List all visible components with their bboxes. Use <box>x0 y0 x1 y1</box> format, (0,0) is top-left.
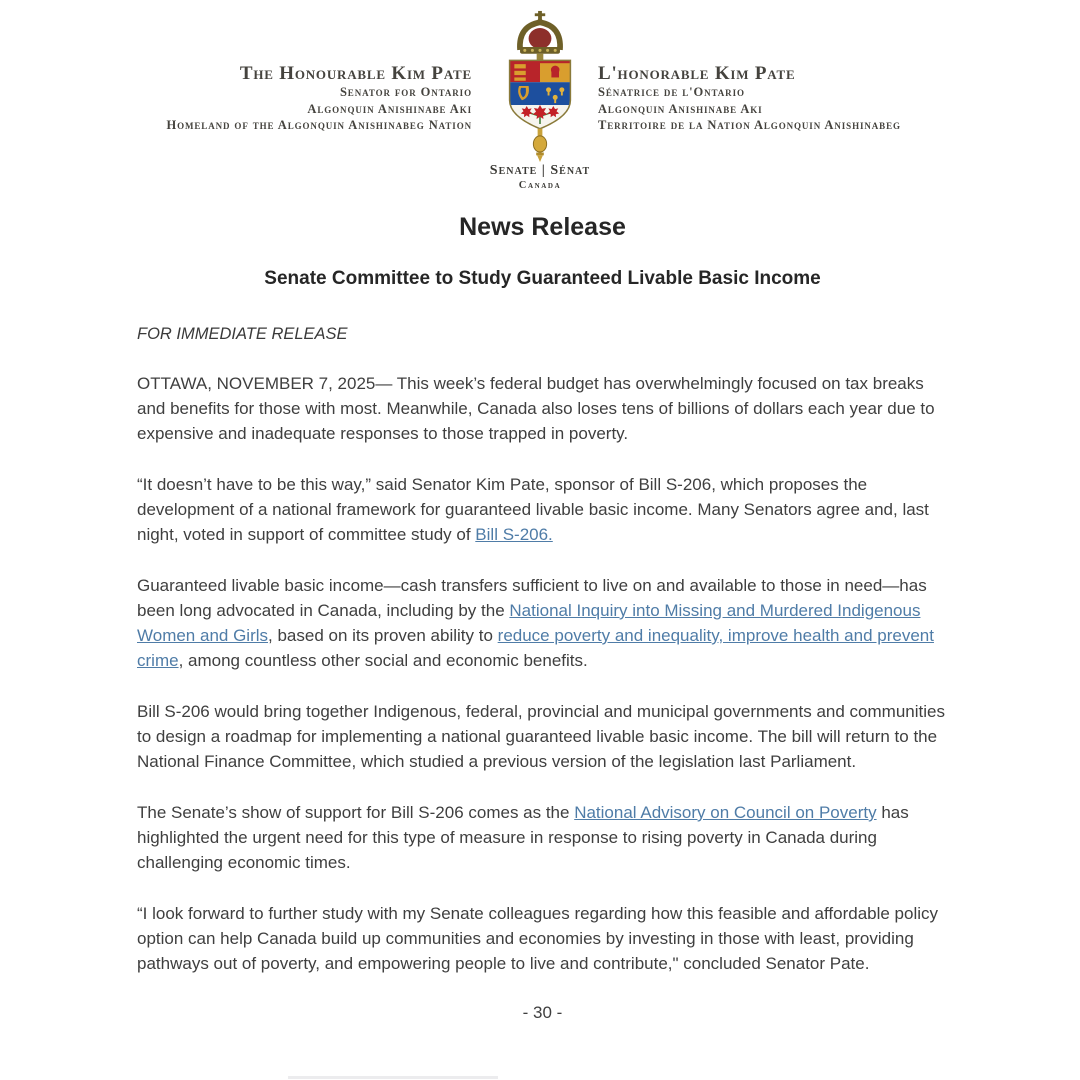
senate-coat-of-arms-icon <box>492 10 588 167</box>
body-paragraphs <box>137 371 948 976</box>
senate-senat-caption: Senate | Sénat <box>489 163 591 178</box>
paragraph-text: Bill S-206 would bring together Indigenous, federal, provincial and municipal governments and communities to design a roadmap for implementing a national guaranteed livable basic income. The bill will return to the National Finance Committee, which studied a previous version of the legislation last Parliament. <box>137 702 945 771</box>
paragraph-text: “I look forward to further study with my Senate colleagues regarding how this feasible and affordable policy option can help Canada build up communities and economies by investing in those with least, providing pathways out of poverty, and empowering people to live and contribute," concluded Senator Pate. <box>137 904 939 973</box>
senator-name-fr: L'honorable Kim Pate <box>598 63 796 84</box>
territory-line-en: Algonquin Anishinabe Aki <box>307 101 472 116</box>
document-subtitle: Senate Committee to Study Guaranteed Livable Basic Income <box>264 268 821 289</box>
page-title: News Release <box>459 213 626 241</box>
letterhead-french <box>598 63 958 134</box>
paragraph-text: has highlighted the urgent need for this type of measure in response to rising poverty in Canada during challenging economic times. <box>137 803 909 872</box>
inline-link[interactable]: reduce poverty and inequality, improve health and prevent crime <box>137 626 934 670</box>
canada-caption: Canada <box>518 180 562 191</box>
homeland-line-en: Homeland of the Algonquin Anishinabeg Nation <box>166 118 472 132</box>
inline-link[interactable]: National Inquiry into Missing and Murdered Indigenous Women and Girls <box>137 601 921 645</box>
territory-line-fr: Algonquin Anishinabe Aki <box>598 101 763 116</box>
release-line: FOR IMMEDIATE RELEASE <box>137 325 348 343</box>
body-paragraph <box>137 901 948 976</box>
paragraph-text: The Senate’s show of support for Bill S-206 comes as the <box>137 803 575 822</box>
cutoff-element-bottom <box>288 1076 498 1079</box>
end-mark: - 30 - <box>522 1003 563 1022</box>
body-paragraph <box>137 800 948 875</box>
document-body <box>137 212 948 1023</box>
senator-title-fr: Sénatrice de l'Ontario <box>598 85 745 99</box>
senator-name-en: The Honourable Kim Pate <box>239 63 472 84</box>
paragraph-text: “It doesn’t have to be this way,” said Senator Kim Pate, sponsor of Bill S-206, which proposes the development of a national framework for guaranteed livable basic income. Many Senators agree and, last night, voted in support of committee study of <box>137 475 929 544</box>
body-paragraph <box>137 699 948 774</box>
body-paragraph <box>137 371 948 446</box>
paragraph-text: OTTAWA, NOVEMBER 7, 2025— This week’s federal budget has overwhelmingly focused on tax breaks and benefits for those with most. Meanwhile, Canada also loses tens of billions of dollars each year due to expensive and inadequate responses to those trapped in poverty. <box>137 374 935 443</box>
inline-link[interactable]: National Advisory on Council on Poverty <box>574 803 877 822</box>
paragraph-text: , among countless other social and economic benefits. <box>178 651 588 670</box>
letterhead-english <box>120 63 472 134</box>
body-paragraph <box>137 573 948 673</box>
inline-link[interactable]: Bill S-206. <box>475 525 553 544</box>
senator-title-en: Senator for Ontario <box>339 85 472 99</box>
paragraph-text: , based on its proven ability to <box>268 626 498 645</box>
homeland-line-fr: Territoire de la Nation Algonquin Anishinabeg <box>598 118 901 132</box>
body-paragraph <box>137 472 948 547</box>
paragraph-text: Guaranteed livable basic income—cash transfers sufficient to live on and available to those in need—has been long advocated in Canada, including by the <box>137 576 927 620</box>
